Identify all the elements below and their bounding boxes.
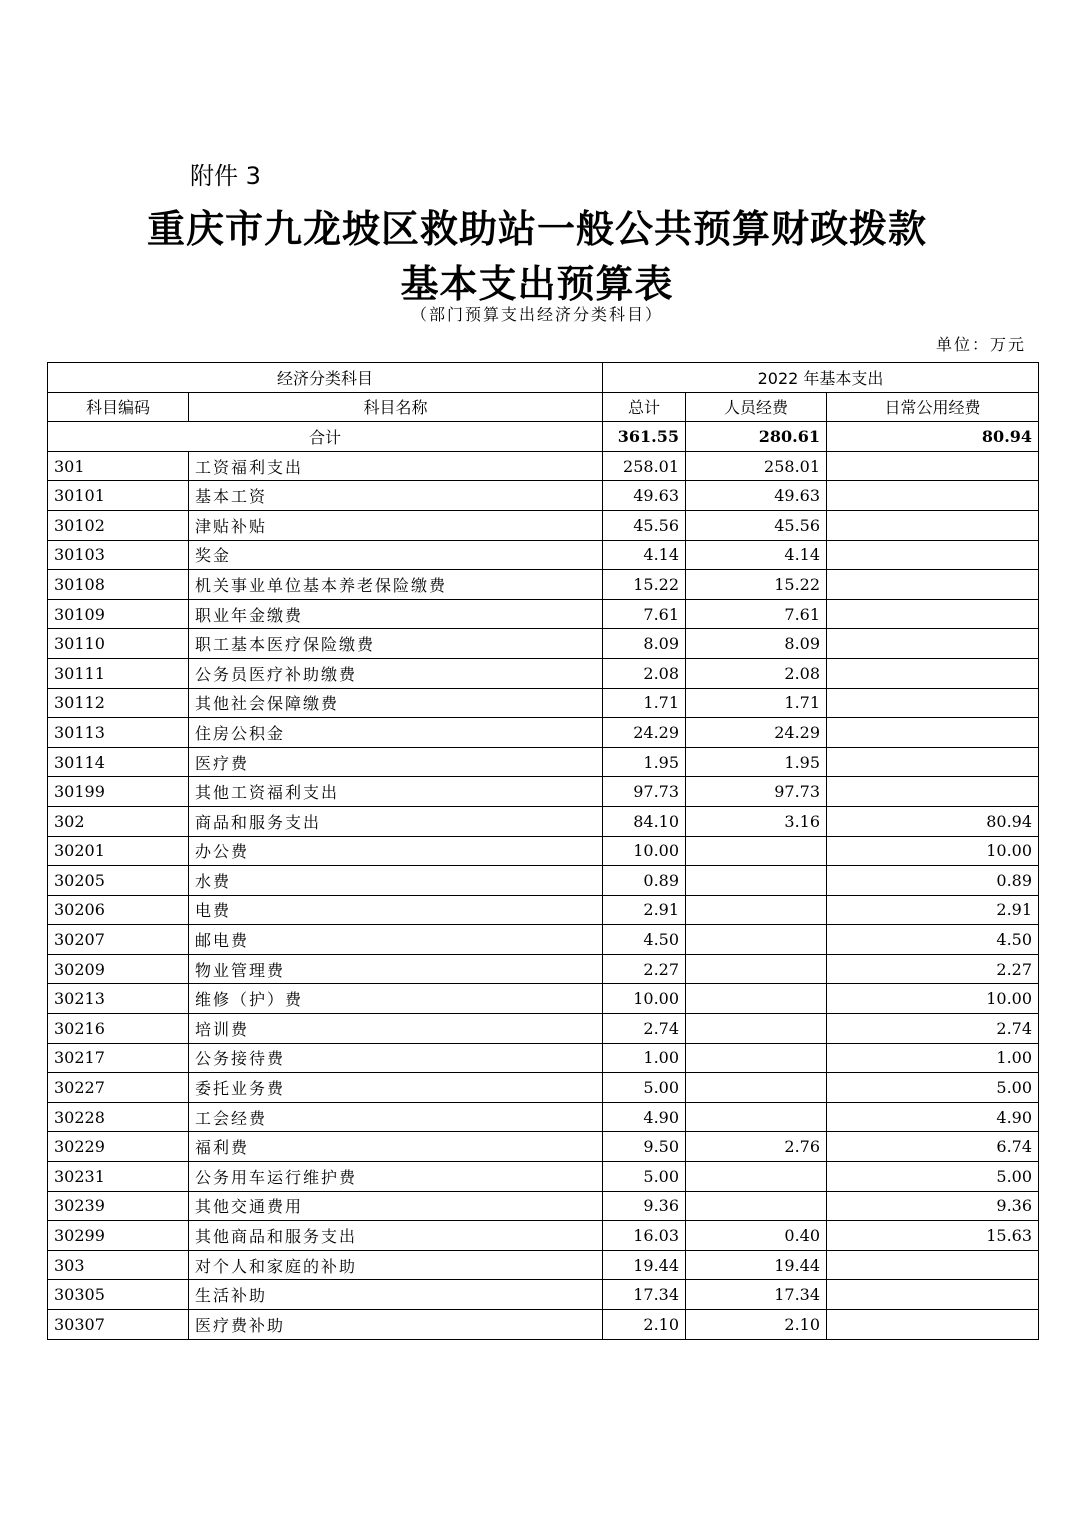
table-row [48,866,1039,896]
subject-code-cell: 30199 [48,777,189,807]
subject-name-cell: 职业年金缴费 [189,599,603,629]
subject-name-cell: 生活补助 [189,1280,603,1310]
total-cell: 2.91 [603,895,686,925]
total-cell: 4.90 [603,1102,686,1132]
personnel-cell: 1.95 [686,747,827,777]
subject-name-cell: 邮电费 [189,925,603,955]
subject-name-cell: 其他交通费用 [189,1191,603,1221]
subject-name-cell: 维修（护）费 [189,984,603,1014]
table-row [48,451,1039,481]
subject-name-cell: 医疗费补助 [189,1310,603,1340]
personnel-cell: 7.61 [686,599,827,629]
table-row [48,747,1039,777]
subject-name-cell: 工资福利支出 [189,451,603,481]
personnel-cell: 19.44 [686,1250,827,1280]
public-cell: 0.89 [827,866,1039,896]
public-cell: 4.90 [827,1102,1039,1132]
subject-name-cell: 培训费 [189,1014,603,1044]
subject-name-cell: 物业管理费 [189,954,603,984]
public-cell [827,747,1039,777]
subject-name-cell: 机关事业单位基本养老保险缴费 [189,570,603,600]
subject-code-cell: 303 [48,1250,189,1280]
subject-code-cell: 30113 [48,718,189,748]
personnel-cell [686,1073,827,1103]
subject-code-cell: 30103 [48,540,189,570]
document-title-line1: 重庆市九龙坡区救助站一般公共预算财政拨款 [146,206,927,251]
table-row [48,540,1039,570]
table-row [48,984,1039,1014]
personnel-cell [686,895,827,925]
document-subtitle: （部门预算支出经济分类科目） [410,305,663,324]
personnel-cell: 24.29 [686,718,827,748]
personnel-cell: 1.71 [686,688,827,718]
table-row [48,1162,1039,1192]
table-row [48,777,1039,807]
table-row [48,1132,1039,1162]
public-cell: 10.00 [827,984,1039,1014]
subject-code-cell: 30231 [48,1162,189,1192]
header-subject-name: 科目名称 [189,392,603,422]
public-cell: 6.74 [827,1132,1039,1162]
personnel-cell [686,1191,827,1221]
personnel-cell: 17.34 [686,1280,827,1310]
total-cell: 0.89 [603,866,686,896]
personnel-cell: 2.76 [686,1132,827,1162]
header-economic-classification: 经济分类科目 [48,363,603,393]
total-cell: 9.50 [603,1132,686,1162]
table-row [48,895,1039,925]
header-column-row [48,392,1039,422]
subject-code-cell: 30305 [48,1280,189,1310]
header-subject-code: 科目编码 [48,392,189,422]
subject-name-cell: 商品和服务支出 [189,806,603,836]
table-row [48,1014,1039,1044]
public-cell [827,481,1039,511]
subject-name-cell: 奖金 [189,540,603,570]
subject-code-cell: 30206 [48,895,189,925]
subject-name-cell: 对个人和家庭的补助 [189,1250,603,1280]
total-sum: 361.55 [603,422,686,452]
table-row [48,1191,1039,1221]
personnel-cell [686,1014,827,1044]
total-cell: 2.10 [603,1310,686,1340]
table-row [48,510,1039,540]
subject-code-cell: 30205 [48,866,189,896]
subject-code-cell: 30110 [48,629,189,659]
attachment-label: 附件 3 [190,162,261,190]
subject-name-cell: 公务接待费 [189,1043,603,1073]
header-2022-basic-expenditure: 2022 年基本支出 [603,363,1039,393]
table-row [48,925,1039,955]
total-cell: 10.00 [603,984,686,1014]
public-cell [827,540,1039,570]
subject-code-cell: 30213 [48,984,189,1014]
total-cell: 8.09 [603,629,686,659]
total-cell: 1.95 [603,747,686,777]
subject-code-cell: 301 [48,451,189,481]
subject-name-cell: 办公费 [189,836,603,866]
table-row [48,718,1039,748]
subject-code-cell: 30239 [48,1191,189,1221]
subject-name-cell: 公务员医疗补助缴费 [189,658,603,688]
subject-name-cell: 公务用车运行维护费 [189,1162,603,1192]
public-cell [827,718,1039,748]
subject-name-cell: 委托业务费 [189,1073,603,1103]
table-row [48,688,1039,718]
subject-name-cell: 福利费 [189,1132,603,1162]
subject-code-cell: 30216 [48,1014,189,1044]
subject-name-cell: 住房公积金 [189,718,603,748]
personnel-cell [686,925,827,955]
total-cell: 5.00 [603,1073,686,1103]
public-cell: 10.00 [827,836,1039,866]
table-row [48,1250,1039,1280]
table-row [48,806,1039,836]
public-cell [827,1250,1039,1280]
total-cell: 7.61 [603,599,686,629]
subject-code-cell: 30217 [48,1043,189,1073]
subject-code-cell: 30209 [48,954,189,984]
personnel-cell: 97.73 [686,777,827,807]
header-group-row [48,363,1039,393]
subject-name-cell: 职工基本医疗保险缴费 [189,629,603,659]
public-cell: 2.27 [827,954,1039,984]
table-row [48,1043,1039,1073]
personnel-cell: 2.08 [686,658,827,688]
public-cell [827,510,1039,540]
personnel-cell: 15.22 [686,570,827,600]
public-cell [827,599,1039,629]
table-row [48,1073,1039,1103]
public-cell: 15.63 [827,1221,1039,1251]
subject-code-cell: 30108 [48,570,189,600]
subject-name-cell: 电费 [189,895,603,925]
total-cell: 9.36 [603,1191,686,1221]
personnel-cell: 3.16 [686,806,827,836]
public-cell: 2.91 [827,895,1039,925]
subject-name-cell: 水费 [189,866,603,896]
total-cell: 17.34 [603,1280,686,1310]
public-cell [827,1280,1039,1310]
total-public: 80.94 [827,422,1039,452]
total-personnel: 280.61 [686,422,827,452]
table-row [48,629,1039,659]
public-cell [827,688,1039,718]
total-cell: 4.50 [603,925,686,955]
public-cell [827,777,1039,807]
subject-code-cell: 30201 [48,836,189,866]
public-cell: 2.74 [827,1014,1039,1044]
total-row [48,422,1039,452]
personnel-cell [686,1162,827,1192]
total-cell: 49.63 [603,481,686,511]
subject-code-cell: 30227 [48,1073,189,1103]
subject-code-cell: 30299 [48,1221,189,1251]
personnel-cell: 49.63 [686,481,827,511]
subject-code-cell: 30102 [48,510,189,540]
subject-code-cell: 30228 [48,1102,189,1132]
total-cell: 45.56 [603,510,686,540]
public-cell: 9.36 [827,1191,1039,1221]
total-cell: 24.29 [603,718,686,748]
total-label: 合计 [48,422,603,452]
total-cell: 1.00 [603,1043,686,1073]
total-cell: 84.10 [603,806,686,836]
public-cell [827,658,1039,688]
public-cell [827,1310,1039,1340]
subject-code-cell: 30229 [48,1132,189,1162]
personnel-cell [686,866,827,896]
subject-code-cell: 30114 [48,747,189,777]
subject-code-cell: 30109 [48,599,189,629]
total-cell: 19.44 [603,1250,686,1280]
public-cell: 4.50 [827,925,1039,955]
total-cell: 2.08 [603,658,686,688]
header-total: 总计 [603,392,686,422]
personnel-cell [686,954,827,984]
document-title-line2: 基本支出预算表 [400,261,674,306]
total-cell: 97.73 [603,777,686,807]
public-cell [827,629,1039,659]
total-cell: 258.01 [603,451,686,481]
total-cell: 10.00 [603,836,686,866]
personnel-cell: 0.40 [686,1221,827,1251]
table-row [48,1102,1039,1132]
subject-name-cell: 津贴补贴 [189,510,603,540]
table-row [48,1310,1039,1340]
personnel-cell: 45.56 [686,510,827,540]
subject-code-cell: 30112 [48,688,189,718]
personnel-cell: 4.14 [686,540,827,570]
table-row [48,481,1039,511]
public-cell: 1.00 [827,1043,1039,1073]
total-cell: 5.00 [603,1162,686,1192]
total-cell: 1.71 [603,688,686,718]
total-cell: 2.27 [603,954,686,984]
header-public-expense: 日常公用经费 [827,392,1039,422]
table-row [48,954,1039,984]
table-row [48,658,1039,688]
public-cell [827,451,1039,481]
subject-code-cell: 30101 [48,481,189,511]
total-cell: 4.14 [603,540,686,570]
total-cell: 16.03 [603,1221,686,1251]
subject-name-cell: 其他商品和服务支出 [189,1221,603,1251]
personnel-cell [686,836,827,866]
personnel-cell [686,984,827,1014]
total-cell: 2.74 [603,1014,686,1044]
subject-name-cell: 其他社会保障缴费 [189,688,603,718]
public-cell [827,570,1039,600]
personnel-cell [686,1043,827,1073]
subject-code-cell: 302 [48,806,189,836]
total-cell: 15.22 [603,570,686,600]
budget-table [47,362,1039,1340]
personnel-cell: 2.10 [686,1310,827,1340]
subject-name-cell: 工会经费 [189,1102,603,1132]
personnel-cell: 258.01 [686,451,827,481]
subject-name-cell: 其他工资福利支出 [189,777,603,807]
subject-code-cell: 30111 [48,658,189,688]
public-cell: 5.00 [827,1162,1039,1192]
table-row [48,599,1039,629]
personnel-cell [686,1102,827,1132]
public-cell: 5.00 [827,1073,1039,1103]
personnel-cell: 8.09 [686,629,827,659]
header-personnel-expense: 人员经费 [686,392,827,422]
public-cell: 80.94 [827,806,1039,836]
subject-code-cell: 30207 [48,925,189,955]
table-row [48,1221,1039,1251]
subject-name-cell: 医疗费 [189,747,603,777]
table-row [48,1280,1039,1310]
unit-label: 单位：万元 [935,335,1026,354]
subject-name-cell: 基本工资 [189,481,603,511]
subject-code-cell: 30307 [48,1310,189,1340]
table-row [48,836,1039,866]
table-row [48,570,1039,600]
